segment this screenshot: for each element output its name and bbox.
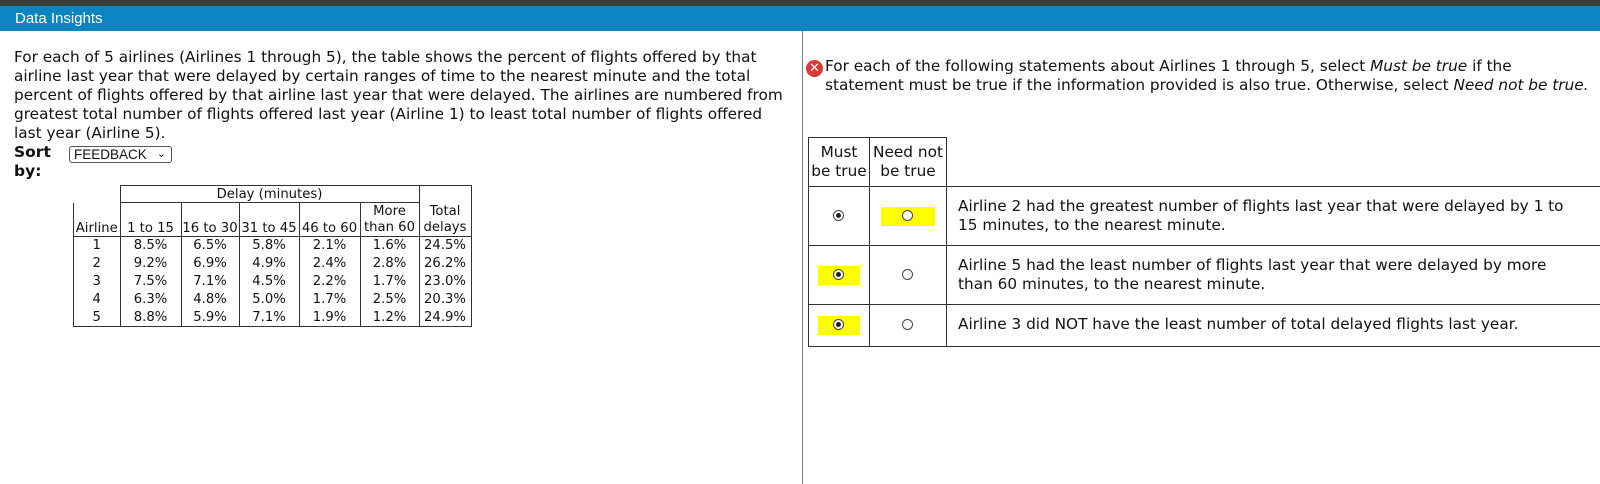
col-header: More than 60	[360, 203, 419, 237]
value-cell: 26.2%	[419, 255, 471, 273]
value-cell: 20.3%	[419, 291, 471, 309]
value-cell: 5.8%	[239, 237, 299, 255]
airline-cell: 3	[74, 273, 121, 291]
value-cell: 8.8%	[120, 309, 181, 327]
radio-need-1[interactable]	[902, 210, 913, 221]
intro-text: For each of 5 airlines (Airlines 1 through 5), the table shows the percent of flights offered by that airline last year that were delayed by certain ranges of time to the nearest minute and the total percent of flights offered by that airline last year that were delayed. The airlines are numbered from greatest total number of flights offered last year (Airline 1) to least total number of flights offered last year (Airline 5).	[14, 48, 783, 142]
col-header: 1 to 15	[120, 203, 181, 237]
incorrect-icon: ✕	[806, 60, 823, 77]
grid-line	[808, 186, 809, 347]
value-cell: 5.9%	[181, 309, 239, 327]
instructions-em: Must be true	[1370, 57, 1468, 75]
airline-cell: 1	[74, 237, 121, 255]
value-cell: 24.9%	[419, 309, 471, 327]
airline-cell: 4	[74, 291, 121, 309]
grid-line	[869, 186, 870, 347]
app-title: Data Insights	[15, 10, 103, 27]
statement-2: Airline 5 had the least number of flights last year that were delayed by more than 60 minutes, to the nearest minute.	[958, 256, 1547, 293]
grid-line	[808, 304, 1600, 305]
col-header-airline: Airline	[74, 203, 121, 237]
value-cell: 2.8%	[360, 255, 419, 273]
value-cell: 7.5%	[120, 273, 181, 291]
delay-table	[73, 185, 472, 327]
left-pane	[0, 31, 802, 484]
instructions-em: Need not be true.	[1453, 76, 1589, 94]
value-cell: 2.5%	[360, 291, 419, 309]
value-cell: 4.9%	[239, 255, 299, 273]
radio-need-2[interactable]	[902, 269, 913, 280]
chevron-down-icon: ⌄	[156, 148, 166, 160]
value-cell: 1.7%	[360, 273, 419, 291]
value-cell: 4.5%	[239, 273, 299, 291]
radio-must-1[interactable]	[833, 210, 844, 221]
col-header: 16 to 30	[181, 203, 239, 237]
sort-select[interactable]	[69, 146, 172, 163]
value-cell: 6.3%	[120, 291, 181, 309]
title-bar	[0, 6, 1600, 31]
instructions-text: For each of the following statements about Airlines 1 through 5, select	[825, 57, 1371, 75]
value-cell: 9.2%	[120, 255, 181, 273]
instructions	[825, 57, 1595, 95]
value-cell: 8.5%	[120, 237, 181, 255]
table-corner-right	[419, 186, 471, 203]
grid-line	[808, 346, 1600, 347]
value-cell: 1.2%	[360, 309, 419, 327]
value-cell: 5.0%	[239, 291, 299, 309]
value-cell: 6.9%	[181, 255, 239, 273]
table-row	[74, 273, 472, 291]
col-header: 46 to 60	[299, 203, 360, 237]
value-cell: 2.1%	[299, 237, 360, 255]
airline-cell: 2	[74, 255, 121, 273]
instructions-text: if the statement must be true if the information provided is also true. Otherwise, select	[825, 57, 1512, 94]
grid-line	[808, 186, 1600, 187]
grid-line	[808, 245, 1600, 246]
table-row	[74, 291, 472, 309]
value-cell: 2.4%	[299, 255, 360, 273]
col-header-must: Must be true	[808, 137, 870, 187]
radio-need-3[interactable]	[902, 319, 913, 330]
radio-must-3[interactable]	[833, 319, 844, 330]
value-cell: 23.0%	[419, 273, 471, 291]
radio-must-2[interactable]	[833, 269, 844, 280]
value-cell: 6.5%	[181, 237, 239, 255]
table-row	[74, 237, 472, 255]
value-cell: 1.9%	[299, 309, 360, 327]
col-header: Total delays	[419, 203, 471, 237]
table-row	[74, 255, 472, 273]
value-cell: 2.2%	[299, 273, 360, 291]
statement-1: Airline 2 had the greatest number of flights last year that were delayed by 1 to 15 minutes, to the nearest minute.	[958, 197, 1564, 234]
value-cell: 7.1%	[239, 309, 299, 327]
grid-line	[946, 186, 947, 347]
airline-cell: 5	[74, 309, 121, 327]
group-header: Delay (minutes)	[120, 186, 419, 203]
sort-selected-value: FEEDBACK	[74, 147, 147, 162]
value-cell: 24.5%	[419, 237, 471, 255]
col-header: 31 to 45	[239, 203, 299, 237]
sort-label: Sort by:	[14, 143, 51, 180]
value-cell: 7.1%	[181, 273, 239, 291]
statement-3: Airline 3 did NOT have the least number of total delayed flights last year.	[958, 315, 1519, 333]
table-corner	[74, 186, 121, 203]
table-row	[74, 309, 472, 327]
value-cell: 1.6%	[360, 237, 419, 255]
value-cell: 1.7%	[299, 291, 360, 309]
col-header-need: Need not be true	[869, 137, 947, 187]
value-cell: 4.8%	[181, 291, 239, 309]
